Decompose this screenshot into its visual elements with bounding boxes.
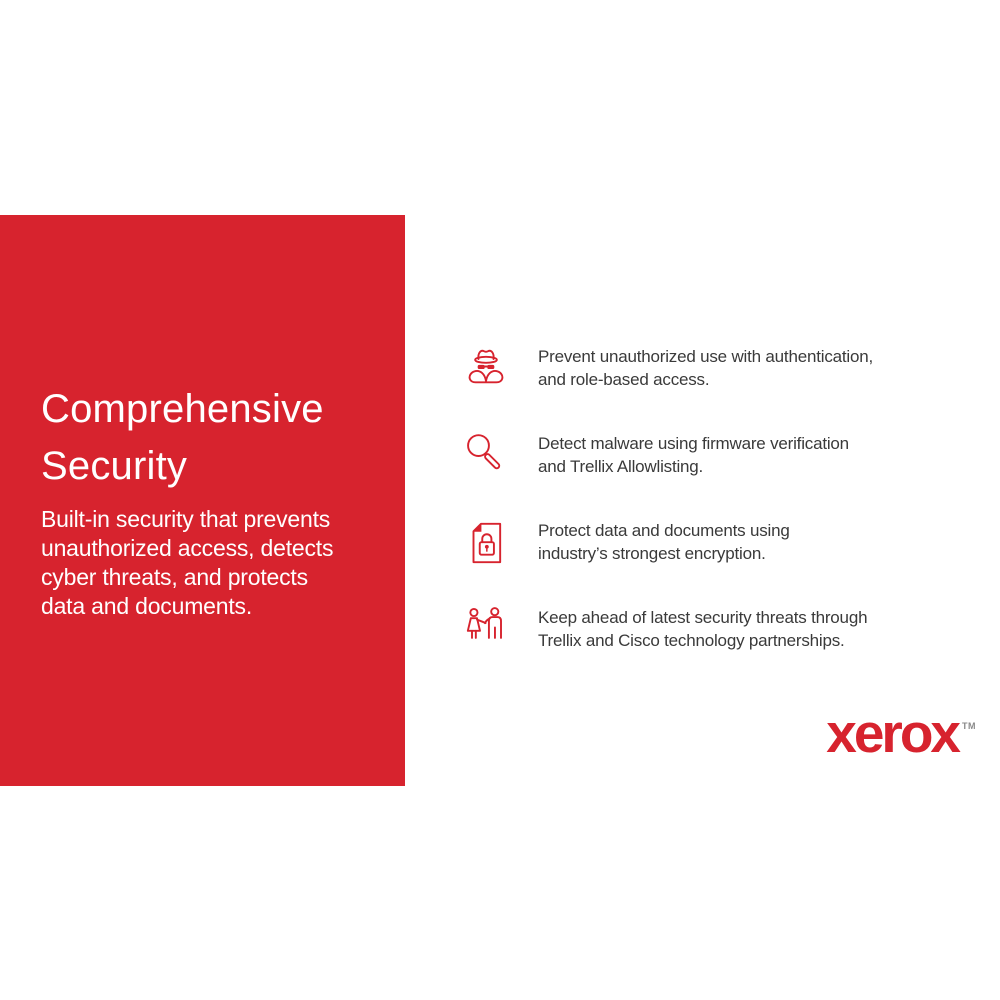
page-description (41, 505, 379, 621)
feature-encryption-line-2: industry’s strongest encryption. (538, 543, 766, 563)
feature-malware-detection-line-2: and Trellix Allowlisting. (538, 456, 704, 476)
page-description-line-2: unauthorized access, detects (41, 535, 334, 561)
feature-authentication-line-2: and role-based access. (538, 369, 710, 389)
feature-partnerships-line-2: Trellix and Cisco technology partnerships. (538, 630, 845, 650)
feature-authentication-text (538, 344, 873, 391)
magnifier-icon (458, 431, 514, 481)
page-description-line-4: data and documents. (41, 593, 253, 619)
partnership-icon (458, 605, 514, 655)
feature-malware-detection-line-1: Detect malware using firmware verification (538, 434, 849, 453)
feature-encryption-text (538, 518, 790, 565)
feature-encryption (458, 518, 928, 568)
page-description-line-1: Built-in security that prevents (41, 506, 331, 532)
feature-malware-detection (458, 431, 928, 481)
page-description-line-3: cyber threats, and protects (41, 564, 308, 590)
feature-partnerships (458, 605, 928, 655)
feature-encryption-line-1: Protect data and documents using (538, 521, 790, 540)
page-title-line-1: Comprehensive (41, 387, 324, 431)
page-title-line-2: Security (41, 444, 188, 488)
feature-authentication (458, 344, 928, 394)
feature-authentication-line-1: Prevent unauthorized use with authentication, (538, 347, 874, 366)
xerox-wordmark: xerox (826, 702, 958, 764)
headline-panel-content (41, 381, 379, 621)
feature-malware-detection-text (538, 431, 849, 478)
feature-list (458, 344, 928, 692)
document-lock-icon (458, 518, 514, 568)
spy-icon (458, 344, 514, 394)
trademark-symbol: TM (962, 721, 976, 731)
xerox-logo (826, 702, 976, 764)
page-title (41, 381, 379, 495)
headline-panel (0, 215, 405, 786)
feature-partnerships-text (538, 605, 867, 652)
feature-partnerships-line-1: Keep ahead of latest security threats through (538, 608, 868, 627)
